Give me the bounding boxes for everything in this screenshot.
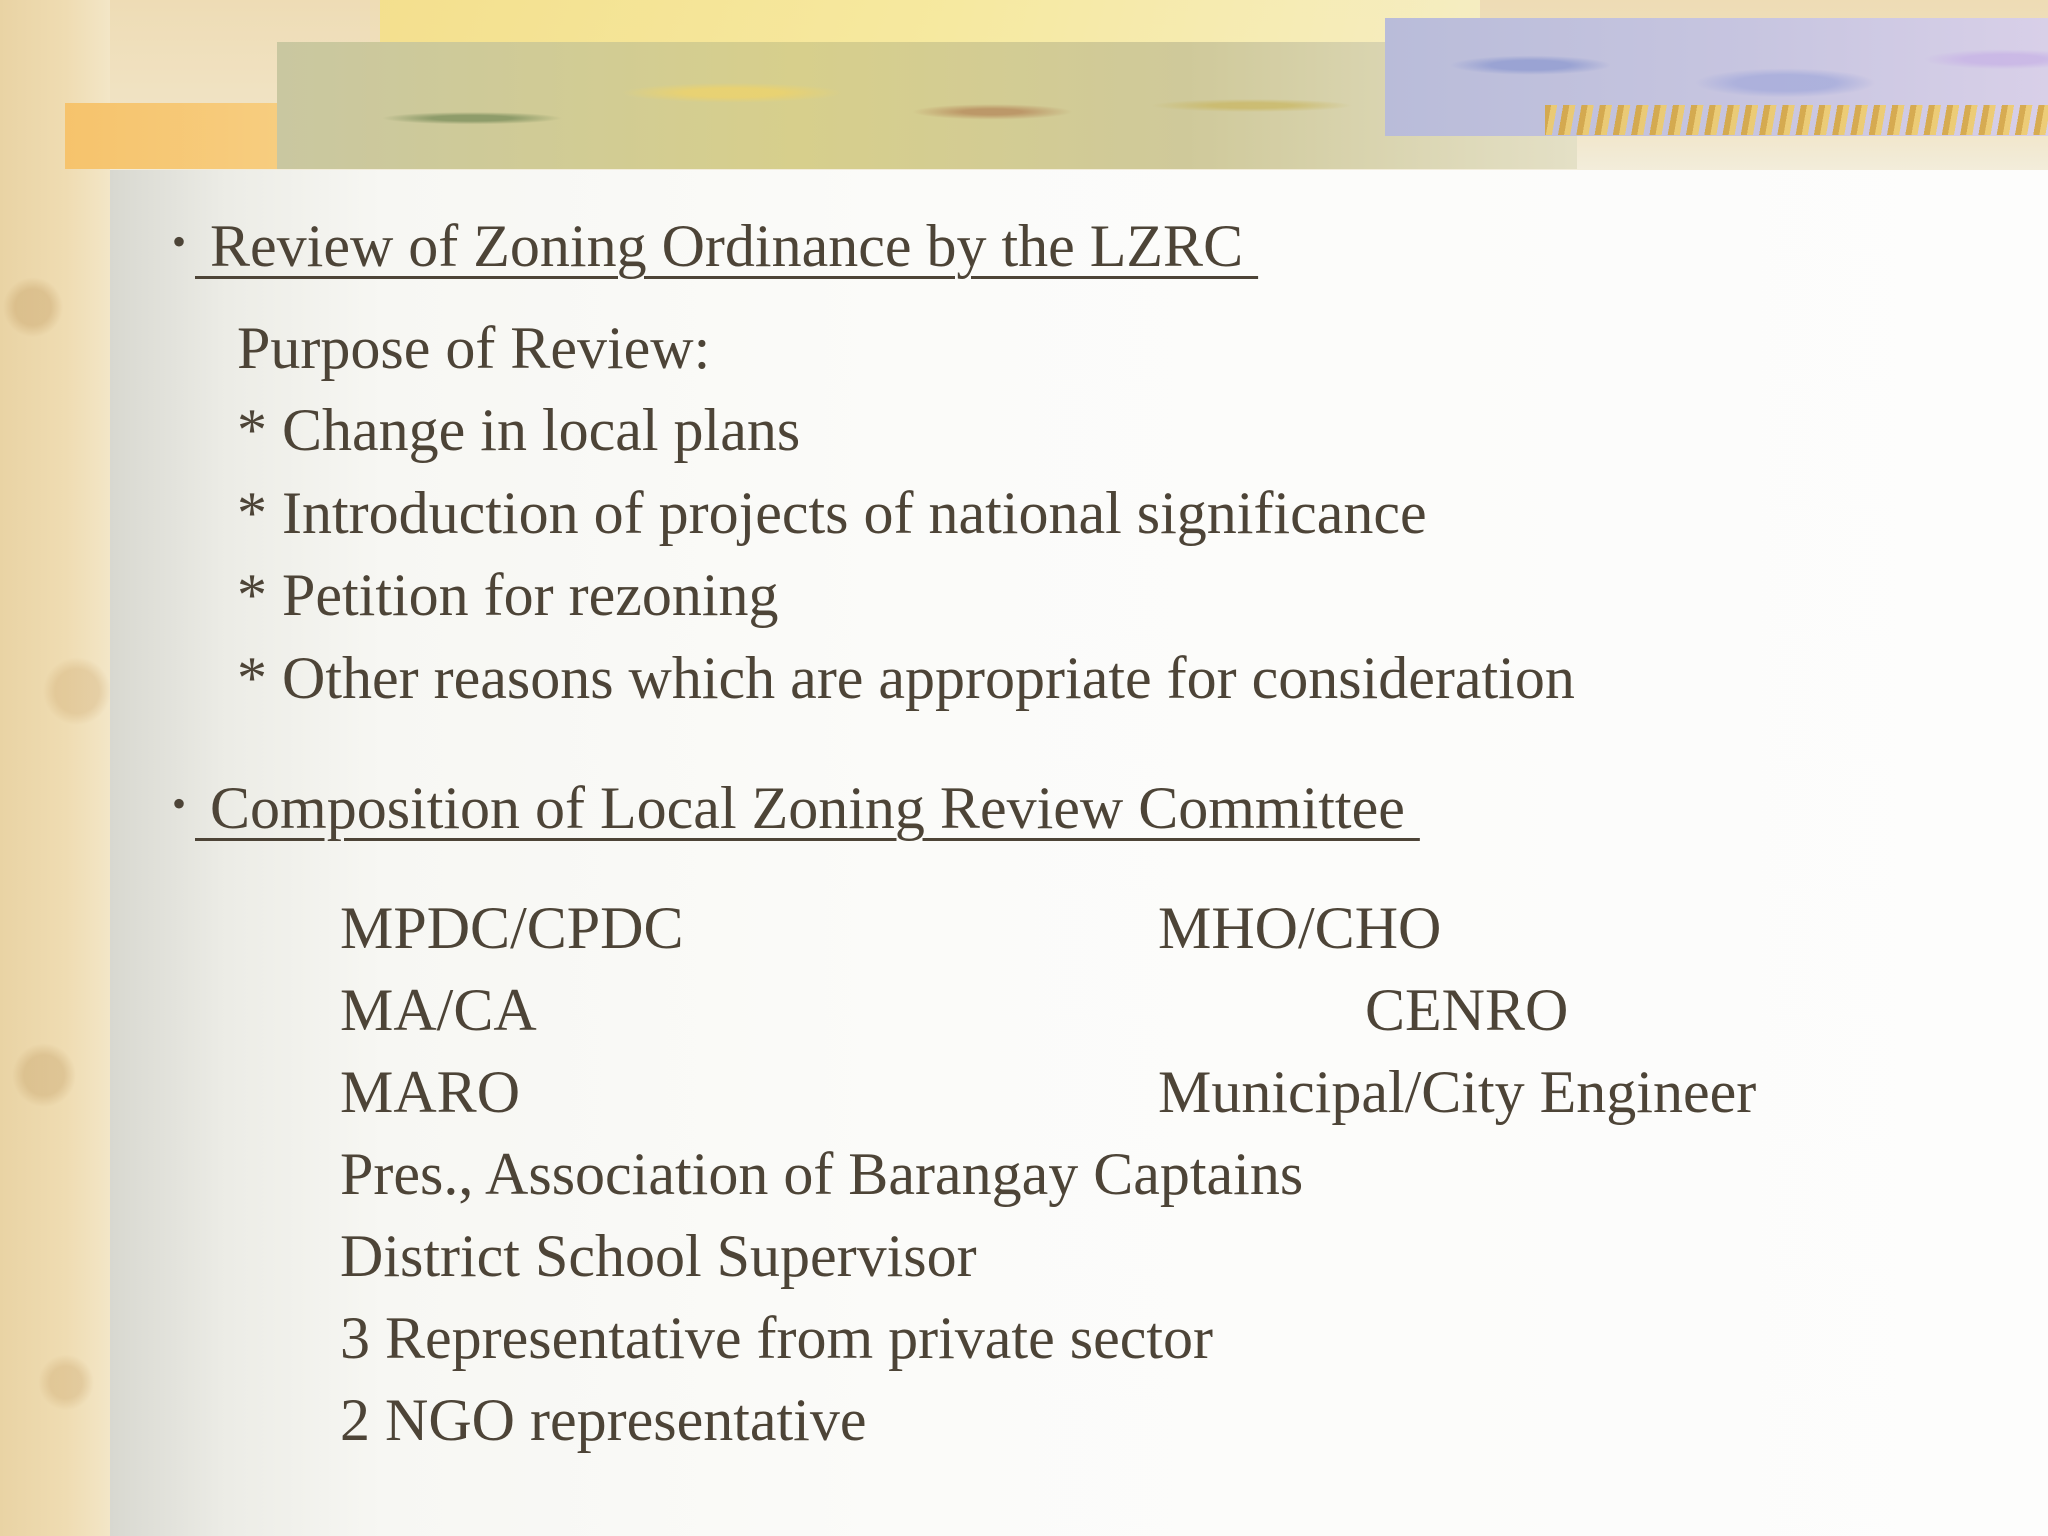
bullet-1-dot: •	[172, 219, 187, 264]
member-full: 3 Representative from private sector	[340, 1305, 1213, 1371]
purpose-item: * Petition for rezoning	[237, 562, 779, 628]
purpose-item: * Introduction of projects of national significance	[237, 480, 1427, 546]
member-right: CENRO	[1365, 977, 1569, 1043]
member-left: MPDC/CPDC	[340, 895, 684, 961]
member-left: MA/CA	[340, 977, 537, 1043]
member-full: Pres., Association of Barangay Captains	[340, 1141, 1304, 1207]
member-left: MARO	[340, 1059, 521, 1125]
heading-composition-of-committee: Composition of Local Zoning Review Committee	[195, 775, 1420, 841]
purpose-item: * Other reasons which are appropriate for consideration	[237, 645, 1575, 711]
member-right: Municipal/City Engineer	[1158, 1059, 1757, 1125]
member-full: 2 NGO representative	[340, 1387, 867, 1453]
member-right: MHO/CHO	[1158, 895, 1442, 961]
bullet-2-dot: •	[172, 781, 187, 826]
purpose-title: Purpose of Review:	[237, 315, 711, 381]
purpose-item: * Change in local plans	[237, 397, 801, 463]
heading-review-of-zoning-ordinance: Review of Zoning Ordinance by the LZRC	[195, 213, 1259, 279]
member-full: District School Supervisor	[340, 1223, 977, 1289]
